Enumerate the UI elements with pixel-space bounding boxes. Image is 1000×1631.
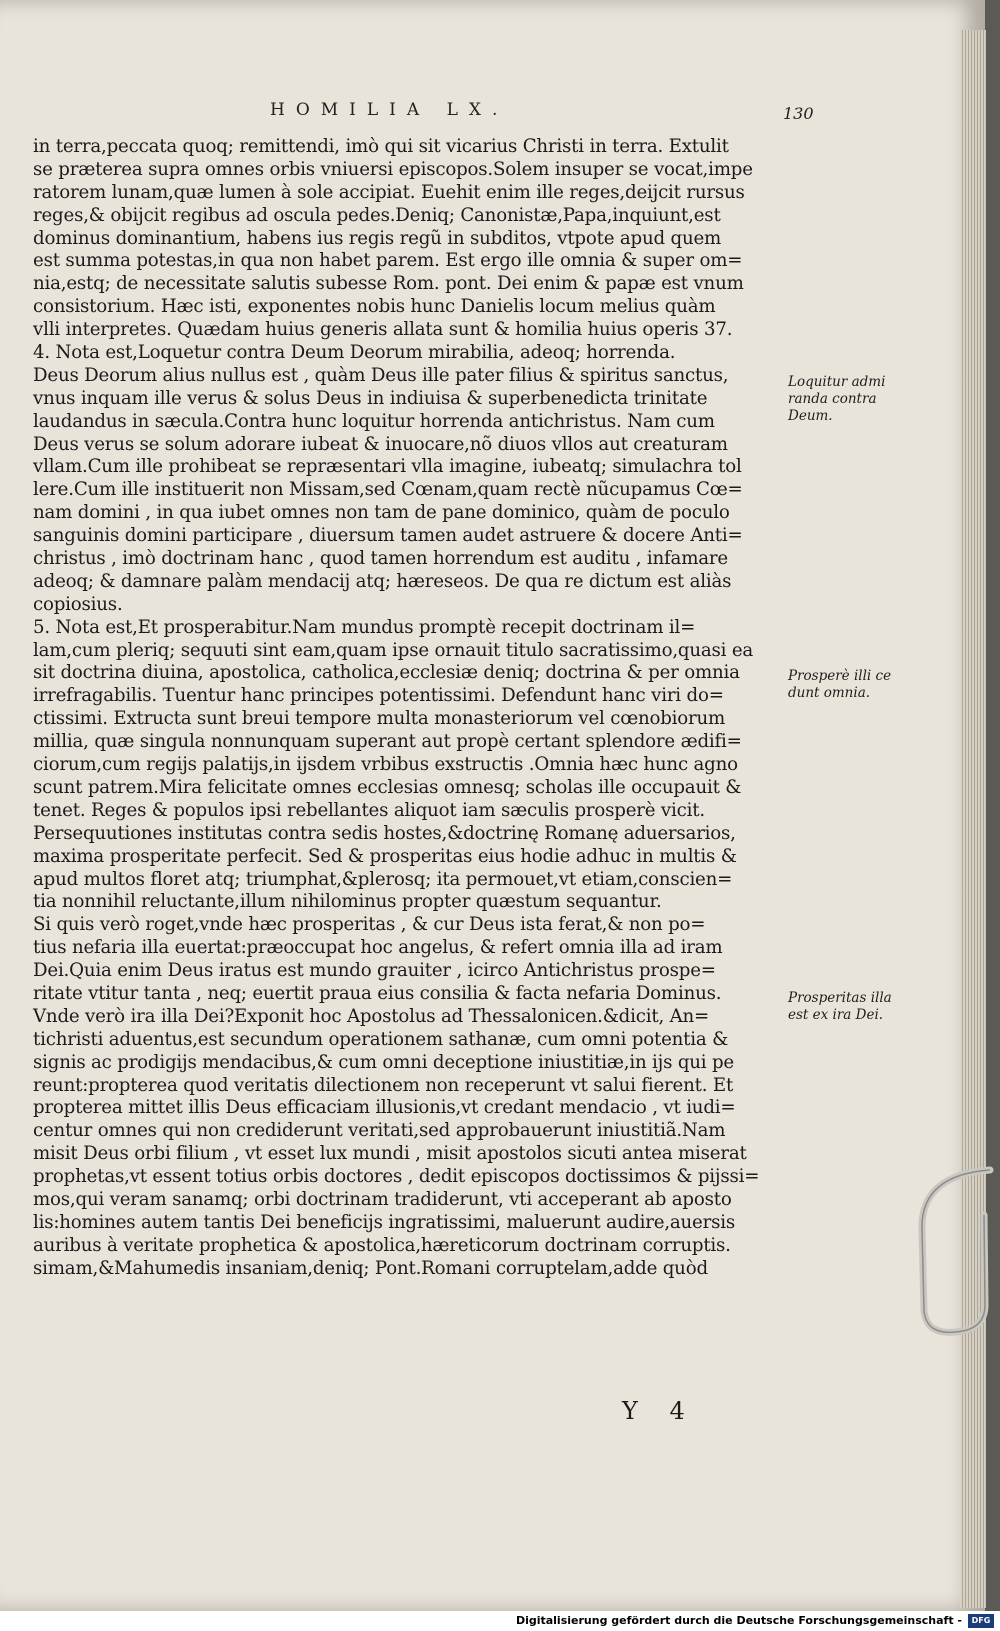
text-line: sanguinis domini participare , diuersum tamen audet astruere & docere Anti= xyxy=(33,525,743,547)
text-line: 4. Nota est,Loquetur contra Deum Deorum mirabilia, adeoq; horrenda. xyxy=(33,342,676,364)
running-head: HOMILIA LX. xyxy=(270,100,509,120)
margin-note-line: Deum. xyxy=(788,408,833,424)
text-line: scunt patrem.Mira felicitate omnes ecclesias omnesq; scholas ille occupauit & xyxy=(33,776,742,798)
margin-note-line: dunt omnia. xyxy=(788,685,871,701)
text-line: mos,qui veram sanamq; orbi doctrinam tradiderunt, vti acceperant ab aposto xyxy=(33,1188,732,1210)
text-line: ratorem lunam,quæ lumen à sole accipiat. Euehit enim ille reges,deijcit rursus xyxy=(33,181,745,203)
page-header xyxy=(0,100,985,130)
text-line: propterea mittet illis Deus efficaciam illusionis,vt credant mendacio , vt iudi= xyxy=(33,1097,736,1119)
text-line: reges,& obijcit regibus ad oscula pedes.Deniq; Canonistæ,Papa,inquiunt,est xyxy=(33,204,721,226)
margin-note-3 xyxy=(788,990,898,1024)
text-line: Dei.Quia enim Deus iratus est mundo grauiter , icirco Antichristus prospe= xyxy=(33,960,716,982)
text-line: copiosius. xyxy=(33,593,123,615)
text-line: lis:homines autem tantis Dei beneficijs ingratissimi, maluerunt audire,auersis xyxy=(33,1211,735,1233)
text-line: lam,cum pleriq; sequuti sint eam,quam ipse ornauit titulo sacratissimo,quasi ea xyxy=(33,639,754,661)
text-line: centur omnes qui non crediderunt veritati,sed approbauerunt iniustitiã.Nam xyxy=(33,1120,726,1142)
text-line: nia,estq; de necessitate salutis subesse Rom. pont. Dei enim & papæ est vnum xyxy=(33,273,744,295)
text-line: tichristi aduentus,est secundum operationem sathanæ, cum omni potentia & xyxy=(33,1028,729,1050)
text-line: est summa potestas,in qua non habet parem. Est ergo ille omnia & super om= xyxy=(33,250,743,272)
text-line: ritate vtitur tanta , neq; euertit praua eius consilia & facta nefaria Dominus. xyxy=(33,982,722,1004)
page-edges xyxy=(960,30,986,1608)
text-line: dominus dominantium, habens ius regis regũ in subditos, vtpote apud quem xyxy=(33,227,722,249)
text-line: se præterea supra omnes orbis vniuersi episcopos.Solem insuper se vocat,impe xyxy=(33,158,753,180)
margin-note-line: randa contra xyxy=(788,391,877,407)
text-line: Deus verus se solum adorare iubeat & inuocare,nõ diuos vllos aut creaturam xyxy=(33,433,728,455)
margin-note-line: Prosperitas illa xyxy=(788,990,892,1006)
text-line: lere.Cum ille instituerit non Missam,sed Cœnam,quam rectè nũcupamus Cœ= xyxy=(33,479,743,501)
text-line: laudandus in sæcula.Contra hunc loquitur horrenda antichristus. Nam cum xyxy=(33,410,715,432)
text-line: nam domini , in qua iubet omnes non tam de pane dominico, quàm de poculo xyxy=(33,502,730,524)
text-line: ctissimi. Extructa sunt breui tempore multa monasteriorum vel cœnobiorum xyxy=(33,708,726,730)
text-line: christus , imò doctrinam hanc , quod tamen horrendum est auditu , infamare xyxy=(33,548,728,570)
text-line: Vnde verò ira illa Dei?Exponit hoc Apostolus ad Thessalonicen.&dicit, An= xyxy=(33,1005,710,1027)
text-line: Persequutiones institutas contra sedis hostes,&doctrinę Romanę aduersarios, xyxy=(33,822,736,844)
dfg-logo: DFG xyxy=(968,1614,994,1628)
text-line: prophetas,vt essent totius orbis doctores , dedit episcopos doctissimos & pijssi= xyxy=(33,1166,760,1188)
funding-credit: Digitalisierung gefördert durch die Deutsche Forschungsgemeinschaft - xyxy=(515,1614,962,1627)
margin-note-line: Prosperè illi ce xyxy=(788,668,892,684)
text-line: ciorum,cum regijs palatijs,in ijsdem vrbibus exstructis .Omnia hæc hunc agno xyxy=(33,754,738,776)
text-line: Si quis verò roget,vnde hæc prosperitas , & cur Deus ista ferat,& non po= xyxy=(33,914,706,936)
text-line: signis ac prodigijs mendacibus,& cum omni deceptione iniustitiæ,in ijs qui pe xyxy=(33,1051,734,1073)
body-text xyxy=(33,136,788,1281)
text-line: tia nonnihil reluctante,illum nihilominus propter quæstum sequantur. xyxy=(33,891,662,913)
margin-note-2 xyxy=(788,668,898,702)
text-line: tius nefaria illa euertat:præoccupat hoc angelus, & refert omnia illa ad iram xyxy=(33,937,723,959)
text-line: auribus à veritate prophetica & apostolica,hæreticorum doctrinam corruptis. xyxy=(33,1234,731,1256)
text-line: vllam.Cum ille prohibeat se repræsentari vlla imagine, iubeatq; simulachra tol xyxy=(33,456,742,478)
margin-note-line: Loquitur admi xyxy=(788,374,886,390)
text-line: irrefragabilis. Tuentur hanc principes potentissimi. Defendunt hanc viri do= xyxy=(33,685,724,707)
text-line: vlli interpretes. Quædam huius generis allata sunt & homilia huius operis 37. xyxy=(33,319,733,341)
text-line: consistorium. Hæc isti, exponentes nobis hunc Danielis locum melius quàm xyxy=(33,296,716,318)
paper-clip-icon xyxy=(910,1160,1000,1340)
folio-number: 130 xyxy=(783,104,814,123)
text-line: reunt:propterea quod veritatis dilectionem non receperunt vt salui fierent. Et xyxy=(33,1074,734,1096)
signature-mark: Y 4 xyxy=(622,1397,697,1425)
text-line: maxima prosperitate perfecit. Sed & prosperitas eius hodie adhuc in multis & xyxy=(33,845,737,867)
text-line: in terra,peccata quoq; remittendi, imò qui sit vicarius Christi in terra. Extulit xyxy=(33,136,729,157)
text-line: Deus Deorum alius nullus est , quàm Deus ille pater filius & spiritus sanctus, xyxy=(33,364,729,386)
text-line: adeoq; & damnare palàm mendacij atq; hæreseos. De qua re dictum est aliàs xyxy=(33,570,732,592)
footer-bar xyxy=(0,1611,1000,1631)
text-line: millia, quæ singula nonnunquam superant aut propè certant splendore ædifi= xyxy=(33,731,742,753)
text-line: vnus inquam ille verus & solus Deus in indiuisa & superbenedicta trinitate xyxy=(33,387,708,409)
text-line: tenet. Reges & populos ipsi rebellantes aliquot iam sæculis prosperè vicit. xyxy=(33,799,705,821)
text-line: 5. Nota est,Et prosperabitur.Nam mundus promptè recepit doctrinam il= xyxy=(33,616,696,638)
margin-note-1 xyxy=(788,374,898,425)
margin-note-line: est ex ira Dei. xyxy=(788,1007,884,1023)
text-line: misit Deus orbi filium , vt esset lux mundi , misit apostolos sicuti antea miserat xyxy=(33,1143,747,1165)
text-line: apud multos floret atq; triumphat,&plerosq; ita permouet,vt etiam,conscien= xyxy=(33,868,733,890)
text-line: sit doctrina diuina, apostolica, catholica,ecclesiæ deniq; doctrina & per omnia xyxy=(33,662,740,684)
text-line: simam,&Mahumedis insaniam,deniq; Pont.Romani corruptelam,adde quòd xyxy=(33,1257,708,1279)
